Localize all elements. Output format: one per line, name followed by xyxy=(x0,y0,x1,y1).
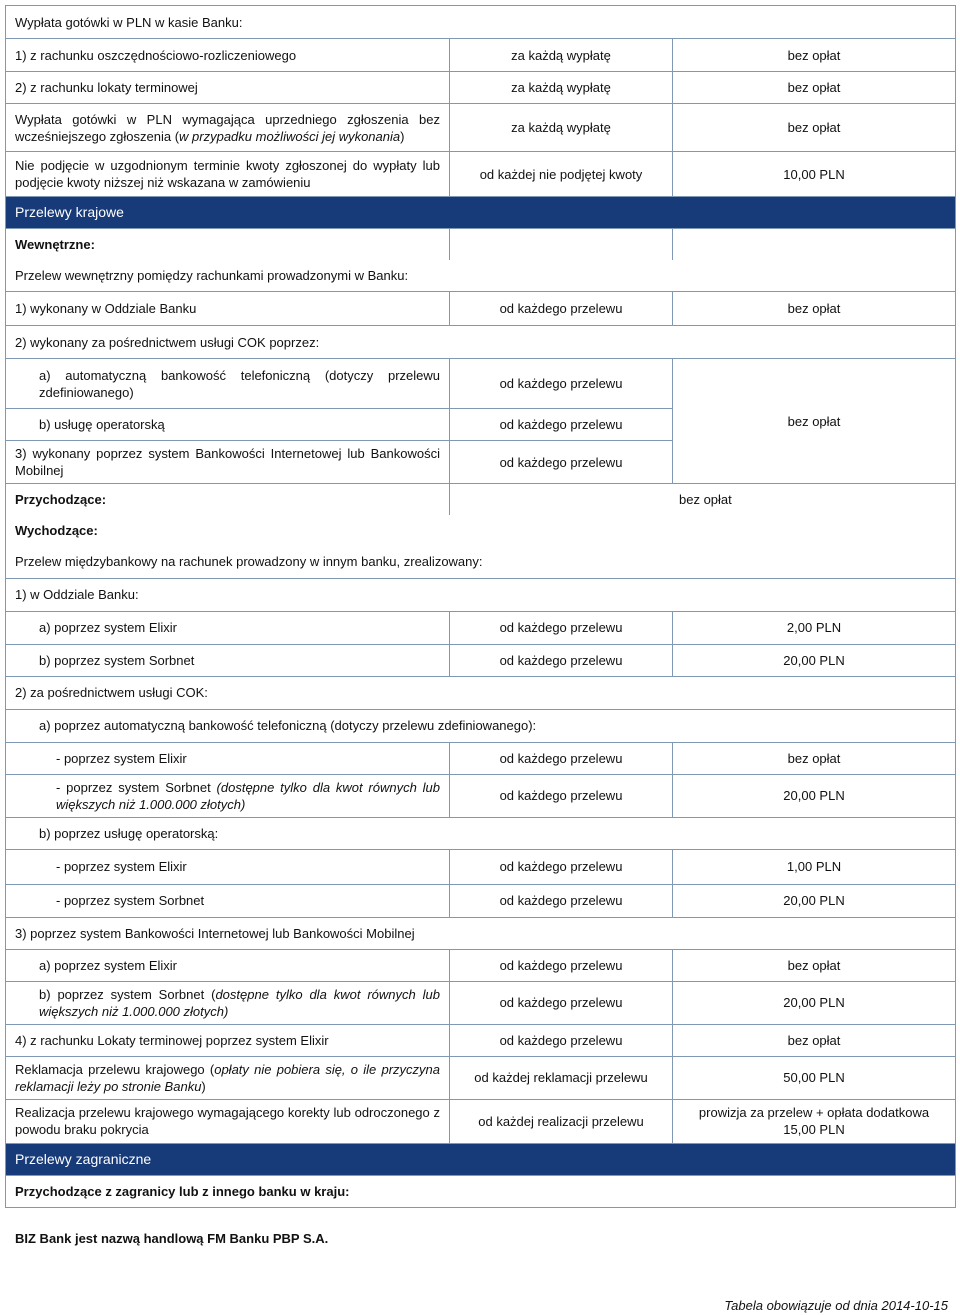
table-row xyxy=(6,917,956,949)
row-fee: 50,00 PLN xyxy=(673,1056,956,1099)
interbank-heading: Przelew międzybankowy na rachunek prowadzony w innym banku, zrealizowany: xyxy=(6,546,956,578)
row-basis: od każdej nie podjętej kwoty xyxy=(450,152,673,197)
row-fee: 20,00 PLN xyxy=(673,981,956,1024)
row-basis: za każdą wypłatę xyxy=(450,39,673,72)
row-label: 4) z rachunku Lokaty terminowej poprzez system Elixir xyxy=(6,1024,450,1056)
table-row xyxy=(6,1099,956,1143)
row-fee: bez opłat xyxy=(673,39,956,72)
incoming-fee: bez opłat xyxy=(450,484,956,516)
label-text: Reklamacja przelewu krajowego ( xyxy=(15,1061,215,1077)
row-label: b) usługę operatorską xyxy=(6,409,450,441)
table-row xyxy=(6,484,956,516)
label-text: ) xyxy=(201,1078,206,1094)
row-basis: od każdego przelewu xyxy=(450,409,673,441)
table-row xyxy=(6,39,956,72)
table-row xyxy=(6,742,956,774)
row-label xyxy=(6,1056,450,1099)
row-fee: 20,00 PLN xyxy=(673,644,956,676)
table-row xyxy=(6,72,956,104)
row-fee: 20,00 PLN xyxy=(673,774,956,817)
table-row xyxy=(6,774,956,817)
auto-phone-heading: a) poprzez automatyczną bankowość telefoniczną (dotyczy przelewu zdefiniowanego): xyxy=(6,709,956,742)
internal-transfer-heading: Przelew wewnętrzny pomiędzy rachunkami prowadzonymi w Banku: xyxy=(6,260,956,292)
row-fee xyxy=(673,1099,956,1143)
label-italic: dostępne tylko dla kwot równych lub większych niż 1.000.000 złotych) xyxy=(39,986,440,1019)
section-foreign-transfers: Przelewy zagraniczne xyxy=(6,1143,956,1175)
table-row xyxy=(6,197,956,229)
table-row xyxy=(6,578,956,611)
table-row xyxy=(6,709,956,742)
row-fee: 20,00 PLN xyxy=(673,884,956,917)
row-basis: od każdego przelewu xyxy=(450,981,673,1024)
row-label: - poprzez system Sorbnet xyxy=(6,884,450,917)
branch-heading: 1) w Oddziale Banku: xyxy=(6,578,956,611)
row-label xyxy=(6,981,450,1024)
fee-table xyxy=(5,5,956,1208)
row-basis: od każdego przelewu xyxy=(450,1024,673,1056)
row-label: 1) z rachunku oszczędnościowo-rozliczeniowego xyxy=(6,39,450,72)
row-basis: od każdego przelewu xyxy=(450,359,673,409)
row-label: 2) z rachunku lokaty terminowej xyxy=(6,72,450,104)
table-row xyxy=(6,1143,956,1175)
table-row xyxy=(6,6,956,39)
row-label: a) poprzez system Elixir xyxy=(6,949,450,981)
table-row xyxy=(6,546,956,578)
label-italic: w przypadku możliwości jej wykonania xyxy=(179,128,401,144)
table-row xyxy=(6,676,956,709)
row-fee: 2,00 PLN xyxy=(673,611,956,644)
fee-line: prowizja za przelew + opłata dodatkowa xyxy=(698,1105,930,1120)
table-row xyxy=(6,611,956,644)
label-text: ) xyxy=(400,128,405,144)
section-domestic-transfers: Przelewy krajowe xyxy=(6,197,956,229)
outgoing-heading: Wychodzące: xyxy=(6,515,956,546)
row-label xyxy=(6,774,450,817)
row-basis: za każdą wypłatę xyxy=(450,72,673,104)
row-fee: bez opłat xyxy=(673,949,956,981)
row-basis: od każdej reklamacji przelewu xyxy=(450,1056,673,1099)
row-fee: bez opłat xyxy=(673,742,956,774)
label-text: - poprzez system Sorbnet xyxy=(56,779,217,795)
row-label: Nie podjęcie w uzgodnionym terminie kwoty zgłoszonej do wypłaty lub podjęcie kwoty niższej niż wskazana w zamówieniu xyxy=(6,152,450,197)
row-label: b) poprzez system Sorbnet xyxy=(6,644,450,676)
cash-withdrawal-heading: Wypłata gotówki w PLN w kasie Banku: xyxy=(6,6,956,39)
label-text: b) poprzez system Sorbnet ( xyxy=(39,986,216,1002)
fee-table-document xyxy=(5,5,955,1208)
row-basis: od każdego przelewu xyxy=(450,849,673,884)
row-basis: od każdego przelewu xyxy=(450,292,673,326)
table-row xyxy=(6,644,956,676)
row-fee: bez opłat xyxy=(673,104,956,152)
footer-validity-date: Tabela obowiązuje od dnia 2014-10-15 xyxy=(724,1298,948,1313)
table-row xyxy=(6,326,956,359)
table-row xyxy=(6,849,956,884)
table-row xyxy=(6,884,956,917)
table-row xyxy=(6,817,956,849)
row-basis: od każdego przelewu xyxy=(450,742,673,774)
row-label: a) automatyczną bankowość telefoniczną (dotyczy przelewu zdefiniowanego) xyxy=(6,359,450,409)
table-row xyxy=(6,292,956,326)
row-fee: 10,00 PLN xyxy=(673,152,956,197)
row-fee: 1,00 PLN xyxy=(673,849,956,884)
foreign-incoming-heading: Przychodzące z zagranicy lub z innego banku w kraju: xyxy=(6,1175,956,1207)
row-fee: bez opłat xyxy=(673,292,956,326)
table-row xyxy=(6,359,956,409)
footer-bank-name: BIZ Bank jest nazwą handlową FM Banku PBP S.A. xyxy=(15,1231,329,1246)
cok-interbank-heading: 2) za pośrednictwem usługi COK: xyxy=(6,676,956,709)
row-basis: od każdego przelewu xyxy=(450,884,673,917)
row-label xyxy=(6,104,450,152)
row-label: - poprzez system Elixir xyxy=(6,849,450,884)
incoming-heading: Przychodzące: xyxy=(6,484,450,516)
row-label: Realizacja przelewu krajowego wymagającego korekty lub odroczonego z powodu braku pokrycia xyxy=(6,1099,450,1143)
row-basis: za każdą wypłatę xyxy=(450,104,673,152)
group-fee: bez opłat xyxy=(673,359,956,484)
table-row xyxy=(6,1175,956,1207)
table-row xyxy=(6,1056,956,1099)
fee-line: 15,00 PLN xyxy=(783,1122,845,1137)
row-basis: od każdego przelewu xyxy=(450,611,673,644)
table-row xyxy=(6,260,956,292)
row-basis: od każdego przelewu xyxy=(450,949,673,981)
operator-heading: b) poprzez usługę operatorską: xyxy=(6,817,956,849)
table-row xyxy=(6,515,956,546)
row-basis: od każdej realizacji przelewu xyxy=(450,1099,673,1143)
row-basis: od każdego przelewu xyxy=(450,441,673,484)
label-italic: (dostępne tylko dla kwot równych lub większych niż 1.000.000 złotych) xyxy=(56,779,440,812)
row-label: - poprzez system Elixir xyxy=(6,742,450,774)
table-row xyxy=(6,152,956,197)
row-basis: od każdego przelewu xyxy=(450,644,673,676)
table-row xyxy=(6,229,956,261)
internal-heading: Wewnętrzne: xyxy=(6,229,450,261)
row-label: 1) wykonany w Oddziale Banku xyxy=(6,292,450,326)
cok-heading: 2) wykonany za pośrednictwem usługi COK poprzez: xyxy=(6,326,956,359)
row-label: a) poprzez system Elixir xyxy=(6,611,450,644)
row-fee: bez opłat xyxy=(673,72,956,104)
row-label: 3) wykonany poprzez system Bankowości Internetowej lub Bankowości Mobilnej xyxy=(6,441,450,484)
table-row xyxy=(6,1024,956,1056)
table-row xyxy=(6,104,956,152)
label-text: Wypłata gotówki w PLN wymagająca uprzedniego zgłoszenia bez wcześniejszego zgłoszenia ( xyxy=(15,111,440,144)
row-fee: bez opłat xyxy=(673,1024,956,1056)
table-row xyxy=(6,949,956,981)
label-italic: opłaty nie pobiera się, o ile przyczyna reklamacji leży po stronie Banku xyxy=(15,1061,440,1094)
row-basis: od każdego przelewu xyxy=(450,774,673,817)
internet-heading: 3) poprzez system Bankowości Internetowej lub Bankowości Mobilnej xyxy=(6,917,956,949)
table-row xyxy=(6,981,956,1024)
